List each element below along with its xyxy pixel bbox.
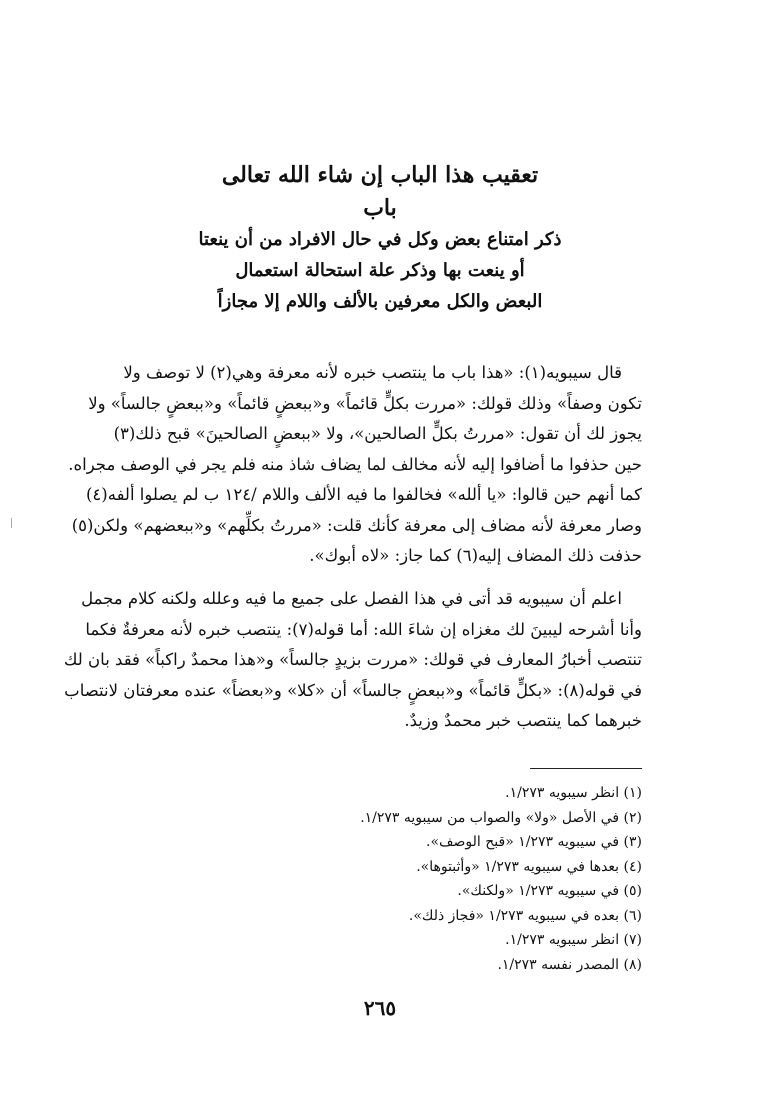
footnote-separator <box>530 768 642 769</box>
page-number: ٢٦٥ <box>363 996 397 1020</box>
footnote-item: (١) انظر سيبويه ١/٢٧٣. <box>505 785 642 801</box>
footnote-item: (٧) انظر سيبويه ١/٢٧٣. <box>505 932 642 948</box>
footnote-item: (٦) بعده في سيبويه ١/٢٧٣ «فجاز ذلك». <box>408 907 642 924</box>
footnote-list <box>300 781 642 977</box>
chapter-title: تعقيب هذا الباب إن شاء الله تعالى <box>221 162 539 188</box>
text-line: قال سيبويه(١): «هذا باب ما ينتصب خبره لأنه معرفة وهي(٢) لا توصف ولا <box>123 363 622 382</box>
footnote-item: (٥) في سيبويه ١/٢٧٣ «ولكنك». <box>457 883 642 899</box>
heading-block <box>150 158 610 317</box>
text-line: تنتصب أخبارُ المعارف في قولك: «مررت بزيدٍ جالساً» و«هذا محمدٌ راكباً» فقد بان لك <box>63 650 642 669</box>
text-line: تكون وصفاً» وذلك قولك: «مررت بكلٍّ قائماً» و«ببعضٍ قائماً» و«ببعضٍ جالساً» ولا <box>88 393 642 413</box>
subtitle-line: أو ينعت بها وذكر علة استحالة استعمال <box>235 260 525 281</box>
text-line: يجوز لك أن تقول: «مررتُ بكلٍّ الصالحين»، ولا «ببعضٍ الصالحينَ» قبح ذلك(٣) <box>113 424 642 443</box>
footnote-item: (٢) في الأصل «ولا» والصواب من سيبويه ١/٢٧٣. <box>360 809 642 826</box>
paragraph-sibawayh-quote <box>68 358 642 572</box>
footnote-item: (٣) في سيبويه ١/٢٧٣ «قبح الوصف». <box>426 834 642 850</box>
text-line: في قوله(٨): «بكلٍّ قائماً» و«ببعضٍ جالساً» أن «كلا» و«بعضاً» عنده معرفتان لانتصاب <box>64 680 642 700</box>
subtitle-line: البعض والكل معرفين بالألف واللام إلا مجازاً <box>217 291 543 312</box>
text-line: وصار معرفة لأنه مضاف إلى معرفة كأنك قلت: «مررتُ بكلِّهم» و«ببعضهم» ولكن(٥) <box>71 515 642 535</box>
text-line: خبرهما كما ينتصب خبر محمدٌ وزيدٌ. <box>404 711 642 730</box>
text-line: كما أنهم حين قالوا: «يا ألله» فخالفوا ما فيه الألف واللام /١٢٤ ب لم يصلوا ألفه(٤) <box>85 485 642 504</box>
paragraph-commentary <box>63 584 642 737</box>
scan-margin-mark <box>11 518 12 528</box>
text-line: اعلم أن سيبويه قد أتى في هذا الفصل على جميع ما فيه وعلله ولكنه كلام مجمل <box>81 589 622 608</box>
section-label-bab: باب <box>363 195 397 221</box>
footnote-item: (٤) بعدها في سيبويه ١/٢٧٣ «وأثبتوها». <box>416 858 642 875</box>
text-line: حذفت ذلك المضاف إليه(٦) كما جاز: «لاه أبوك». <box>309 546 642 565</box>
text-line: حين حذفوا ما أضافوا إليه لأنه مخالف لما يضاف شاذ منه فلم يجر في الوصف مجراه. <box>68 454 642 474</box>
footnote-item: (٨) المصدر نفسه ١/٢٧٣. <box>497 956 642 973</box>
text-line: وأنا أشرحه ليبينَ لك مغزاه إن شاءَ الله: أما قوله(٧): ينتصب خبره لأنه معرفةٌ فكما <box>85 619 642 639</box>
subtitle-line: ذكر امتناع بعض وكل في حال الافراد من أن ينعتا <box>198 229 562 250</box>
section-subtitle <box>150 224 610 317</box>
